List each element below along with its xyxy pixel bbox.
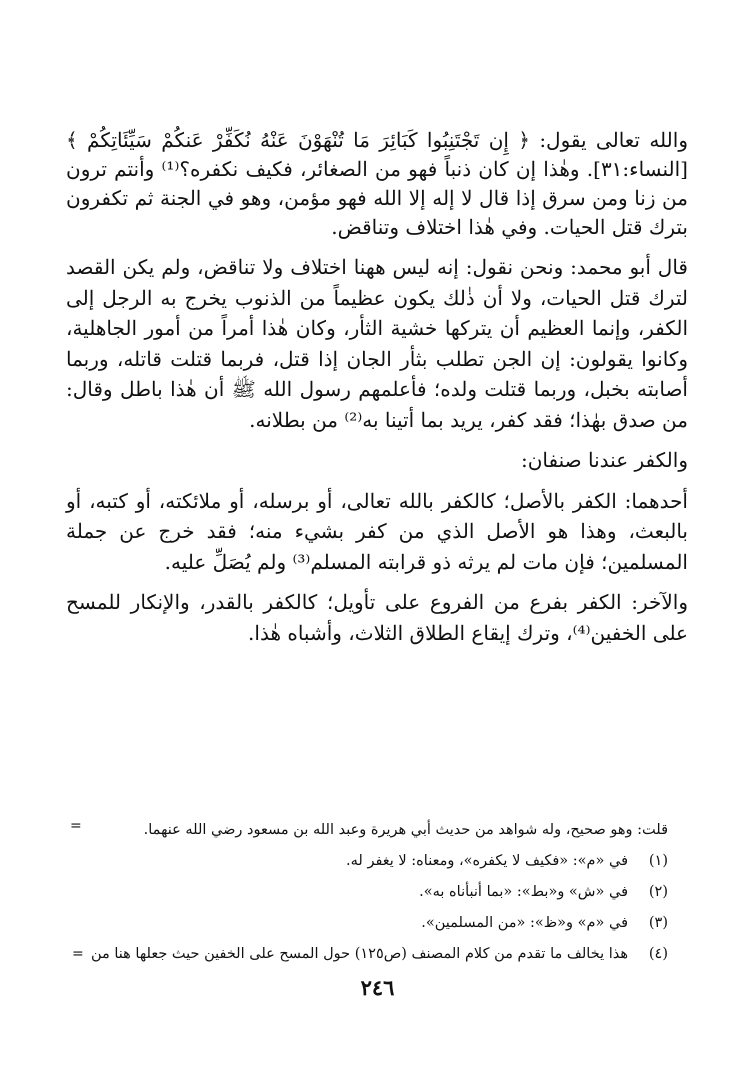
footnotes xyxy=(78,815,668,970)
footnote-number: (٢) xyxy=(648,884,668,900)
footnote-text: في «م»: «فكيف لا يكفره»، ومعناه: لا يغفر له. xyxy=(346,853,628,869)
footnote-text: في «ش» و«بط»: «بما أنبأناه به». xyxy=(419,884,628,900)
footnote-1 xyxy=(78,846,668,877)
footnote-end-mark: = xyxy=(72,946,84,962)
page-number: ٢٤٦ xyxy=(360,975,395,1000)
footnote-number: (٣) xyxy=(648,915,668,931)
footnote-3 xyxy=(78,908,668,939)
footnote-4 xyxy=(78,939,668,970)
footnote-continued-text: قلت: وهو صحيح، وله شواهد من حديث أبي هريرة وعبد الله بن مسعود رضي الله عنهما. xyxy=(143,822,668,838)
footnote-number: (٤) xyxy=(648,946,668,962)
footnote-continuation-mark: = xyxy=(70,818,82,834)
paragraph-5: والآخر: الكفر بفرع من الفروع على تأويل؛ كالكفر بالقدر، والإنكار للمسح على الخفين⁽⁴⁾، وترك إيقاع الطلاق الثلاث، وأشباه هٰذا. xyxy=(66,590,688,645)
footnote-continued xyxy=(78,815,668,846)
footnote-2 xyxy=(78,877,668,908)
paragraph-2: قال أبو محمد: ونحن نقول: إنه ليس ههنا اختلاف ولا تناقض، ولم يكن القصد لترك قتل الحيات، ولا أن ذٰلك يكون عظيماً من الذنوب يخرج به الرجل إلى الكفر، وإنما العظيم أن يتركها خشية الثأر، وكان هٰذا أمراً من أمور الجاهلية، وكانوا يقولون: إن الجن تطلب بثأر الجان إذا قتل، فربما قتلت قاتله، وربما أصابته بخبل، وربما قتلت ولده؛ فأعلمهم رسول الله ﷺ أن هٰذا باطل وقال: من صدق بهٰذا؛ فقد كفر، يريد بما أتينا به⁽²⁾ من بطلانه. xyxy=(66,255,688,432)
paragraph-4: أحدهما: الكفر بالأصل؛ كالكفر بالله تعالى، أو برسله، أو ملائكته، أو كتبه، أو بالبعث، وهذا هو الأصل الذي من كفر بشيء منه؛ فقد خرج عن جملة المسلمين؛ فإن مات لم يرثه ذو قرابته المسلم⁽³⁾ ولم يُصَلِّ عليه. xyxy=(66,488,688,574)
footnote-text: في «م» و«ظ»: «من المسلمين». xyxy=(421,915,628,931)
paragraph-1: والله تعالى يقول: ﴿ إِن تَجْتَنِبُوا كَبَائِرَ مَا تُنْهَوْنَ عَنْهُ نُكَفِّرْ عَنكُمْ سَيِّئَاتِكُمْ ﴾ [النساء:٣١]. وهٰذا إن كان ذنباً فهو من الصغائر، فكيف نكفره؟⁽¹⁾ وأنتم ترون من زنا ومن سرق إذا قال لا إله إلا الله فهو مؤمن، وهو في الجنة ثم تكفرون بترك قتل الحيات. وفي هٰذا اختلاف وتناقض. xyxy=(66,128,688,239)
paragraph-3: والكفر عندنا صنفان: xyxy=(520,448,688,472)
main-text xyxy=(66,126,688,658)
footnote-text: هذا يخالف ما تقدم من كلام المصنف (ص١٢٥) حول المسح على الخفين حيث جعلها هنا من xyxy=(90,946,628,962)
footnote-number: (١) xyxy=(648,853,668,869)
